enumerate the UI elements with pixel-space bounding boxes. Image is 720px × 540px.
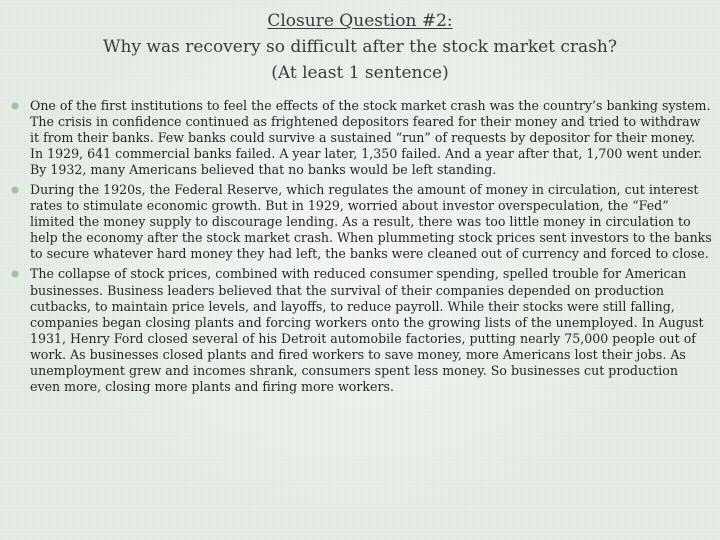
bullet-text: The collapse of stock prices, combined with reduced consumer spending, spelled trouble for American businesses. Business leaders believed that the survival of their companies depended on production cutbacks, to maintain price levels, and layoffs, to reduce payroll. While their stocks were still falling, companies began closing plants and forcing workers onto the growing lists of the unemployed. In August 1931, Henry Ford closed several of his Detroit automobile factories, putting nearly 75,000 people out of work. As businesses closed plants and fired workers to save money, more Americans lost their jobs. As unemployment grew and incomes shrank, consumers spent less money. So businesses cut production even more, closing more plants and firing more workers. bbox=[30, 266, 704, 394]
bullet-dot-icon bbox=[12, 271, 18, 277]
title-line-closure-question: Closure Question #2: bbox=[267, 11, 453, 31]
bullet-text: During the 1920s, the Federal Reserve, which regulates the amount of money in circulation, cut interest rates to stimulate economic growth. But in 1929, worried about investor overspeculation, the “Fed” limited the money supply to discourage lending. As a result, there was too little money in circulation to help the economy after the stock market crash. When plummeting stock prices sent investors to the banks to secure whatever hard money they had left, the banks were cleaned out of currency and forced to close. bbox=[30, 182, 712, 262]
bullet-dot-icon bbox=[12, 187, 18, 193]
bullet-dot-icon bbox=[12, 103, 18, 109]
bullet-list bbox=[12, 98, 712, 395]
title-line-question: Why was recovery so difficult after the stock market crash? bbox=[103, 37, 617, 57]
bullet-item-businesses bbox=[12, 266, 712, 394]
bullet-item-federal-reserve bbox=[12, 182, 712, 262]
bullet-item-banking bbox=[12, 98, 712, 178]
title-line-instruction: (At least 1 sentence) bbox=[271, 63, 449, 83]
slide-title bbox=[0, 8, 720, 86]
bullet-text: One of the first institutions to feel the effects of the stock market crash was the country’s banking system. The crisis in confidence continued as frightened depositors feared for their money and tried to withdraw it from their banks. Few banks could survive a sustained “run” of requests by depositor for their money. In 1929, 641 commercial banks failed. A year later, 1,350 failed. And a year after that, 1,700 went under. By 1932, many Americans believed that no banks would be left standing. bbox=[30, 98, 711, 178]
slide-body bbox=[12, 98, 712, 399]
